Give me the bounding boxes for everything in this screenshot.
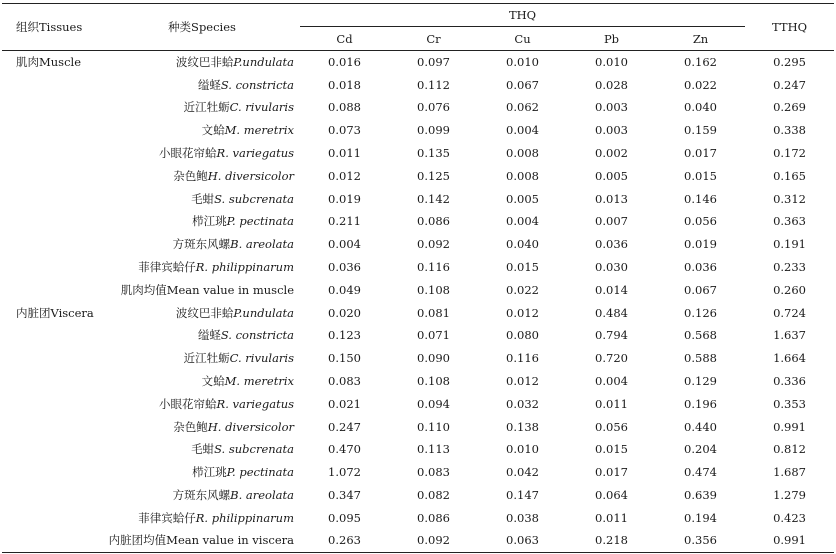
thq-value-zn: 0.194 [684,510,717,525]
tissue-cell [2,392,104,415]
header-tthq: TTHQ [745,4,834,51]
thq-value-cd: 0.150 [328,351,361,366]
thq-value-cd: 0.012 [328,168,361,183]
thq-value-cu: 0.010 [506,55,539,70]
tissue-cell [2,370,104,393]
species-scientific-name: R. philippinarum [195,260,294,275]
thq-value-cr: 0.116 [417,260,450,275]
species-cell [104,164,300,187]
thq-value-cu: 0.042 [506,465,539,480]
species-cell [104,392,300,415]
thq-value-cr: 0.110 [417,419,450,434]
species-chinese-name: 近江牡蛎 [183,351,230,366]
tissue-cell [2,461,104,484]
thq-value-cd: 1.072 [328,465,361,480]
tissue-cell: 内脏团Viscera [16,305,94,320]
thq-value-cr: 0.108 [417,282,450,297]
table-row [2,233,834,256]
species-chinese-name: 缢蛏 [197,77,221,92]
tthq-value: 0.233 [773,260,806,275]
thq-value-cr: 0.092 [389,529,478,552]
header-metal-cd: Cd [300,27,389,51]
table-row [2,529,834,552]
species-scientific-name: R. variegatus [216,396,294,411]
thq-value-pb: 0.011 [595,396,628,411]
tthq-value: 0.363 [773,214,806,229]
thq-value-cr: 0.086 [417,510,450,525]
species-chinese-name: 菲律宾蛤仔 [138,510,196,525]
thq-value-pb: 0.028 [595,77,628,92]
species-chinese-name: 毛蚶 [191,191,215,206]
species-scientific-name: M. meretrix [224,374,294,389]
header-metal-cr: Cr [389,27,478,51]
species-chinese-name: 小眼花帘蛤 [159,396,217,411]
thq-value-zn: 0.015 [684,168,717,183]
thq-table [2,3,834,553]
species-scientific-name: R. variegatus [216,146,294,161]
thq-value-cr: 0.071 [417,328,450,343]
tthq-value: 0.165 [773,168,806,183]
thq-value-zn: 0.129 [684,374,717,389]
thq-value-zn: 0.126 [684,305,717,320]
species-scientific-name: B. areolata [230,488,294,503]
thq-value-zn: 0.146 [684,191,717,206]
tissue-cell [2,347,104,370]
thq-value-cd: 0.018 [328,77,361,92]
species-cell [104,324,300,347]
thq-value-cu: 0.067 [506,77,539,92]
species-scientific-name: C. rivularis [229,351,294,366]
thq-value-cr: 0.092 [417,237,450,252]
thq-value-cr: 0.082 [417,488,450,503]
thq-value-cr: 0.099 [417,123,450,138]
species-cell [104,415,300,438]
thq-value-cu: 0.022 [506,282,539,297]
tissue-cell [2,506,104,529]
tissue-cell: 肌肉Muscle [16,55,82,70]
thq-value-cu: 0.012 [506,374,539,389]
table-row [2,96,834,119]
thq-value-zn: 0.356 [656,529,745,552]
tthq-value: 1.637 [773,328,806,343]
species-scientific-name: S. subcrenata [214,191,294,206]
thq-value-pb: 0.014 [595,282,628,297]
species-scientific-name: S. constricta [220,328,294,343]
thq-value-cd: 0.021 [328,396,361,411]
thq-value-zn: 0.022 [684,77,717,92]
tthq-value: 0.724 [773,305,806,320]
header-species: 种类Species [104,4,300,51]
thq-value-cd: 0.004 [328,237,361,252]
thq-value-pb: 0.218 [567,529,656,552]
thq-value-zn: 0.474 [684,465,717,480]
thq-value-cd: 0.123 [328,328,361,343]
thq-value-cd: 0.016 [328,55,361,70]
thq-value-cr: 0.142 [417,191,450,206]
species-chinese-name: 方斑东风螺 [172,237,231,252]
species-cell [104,233,300,256]
thq-value-cu: 0.012 [506,305,539,320]
table-row [2,73,834,96]
species-chinese-name: 毛蚶 [191,442,215,457]
tthq-value: 1.279 [773,488,806,503]
thq-value-cu: 0.005 [506,191,539,206]
thq-value-cu: 0.004 [506,123,539,138]
thq-value-cr: 0.112 [417,77,450,92]
thq-value-zn: 0.162 [684,55,717,70]
tthq-value: 0.336 [773,374,806,389]
thq-value-cr: 0.125 [417,168,450,183]
thq-value-cu: 0.008 [506,168,539,183]
species-cell [104,119,300,142]
table-row [2,142,834,165]
thq-value-zn: 0.204 [684,442,717,457]
species-cell [104,461,300,484]
thq-value-cd: 0.049 [328,282,361,297]
tthq-value: 0.269 [773,100,806,115]
thq-value-cu: 0.063 [478,529,567,552]
tissue-cell [2,96,104,119]
thq-value-zn: 0.040 [684,100,717,115]
thq-value-pb: 0.794 [595,328,628,343]
tthq-value: 0.338 [773,123,806,138]
species-scientific-name: H. diversicolor [207,419,294,434]
thq-value-zn: 0.588 [684,351,717,366]
species-chinese-name: 波纹巴非蛤 [175,55,234,70]
species-chinese-name: 文蛤 [201,374,225,389]
species-cell [104,51,300,74]
thq-value-cu: 0.147 [506,488,539,503]
header-metal-pb: Pb [567,27,656,51]
thq-value-zn: 0.196 [684,396,717,411]
tthq-value: 0.260 [773,282,806,297]
tthq-value: 0.353 [773,396,806,411]
tissue-cell [2,119,104,142]
thq-value-zn: 0.440 [684,419,717,434]
tissue-cell [2,324,104,347]
species-chinese-name: 栉江珧 [192,465,227,480]
species-scientific-name: H. diversicolor [207,168,294,183]
tthq-value: 0.191 [773,237,806,252]
species-cell [104,210,300,233]
thq-value-pb: 0.030 [595,260,628,275]
species-scientific-name: P.undulata [233,55,294,70]
thq-value-zn: 0.036 [684,260,717,275]
species-scientific-name: C. rivularis [229,100,294,115]
thq-value-cu: 0.010 [506,442,539,457]
thq-value-cd: 0.073 [328,123,361,138]
species-scientific-name: M. meretrix [224,123,294,138]
tthq-value: 1.664 [773,351,806,366]
species-cell [104,187,300,210]
species-chinese-name: 栉江珧 [192,214,227,229]
tthq-value: 0.991 [773,419,806,434]
species-chinese-name: 文蛤 [201,123,225,138]
tthq-value: 0.247 [773,77,806,92]
thq-value-pb: 0.484 [595,305,628,320]
table-body [2,51,834,553]
table-row [2,438,834,461]
species-cell [104,529,300,552]
thq-value-pb: 0.013 [595,191,628,206]
thq-value-cu: 0.004 [506,214,539,229]
tissue-cell [2,233,104,256]
thq-value-pb: 0.007 [595,214,628,229]
thq-value-cr: 0.083 [417,465,450,480]
species-cell [104,506,300,529]
thq-value-pb: 0.005 [595,168,628,183]
thq-value-cu: 0.015 [506,260,539,275]
tthq-value: 0.812 [773,442,806,457]
thq-value-cd: 0.019 [328,191,361,206]
species-scientific-name: R. philippinarum [195,510,294,525]
thq-value-cd: 0.347 [328,488,361,503]
species-cell [104,142,300,165]
species-cell [104,278,300,301]
species-cell [104,347,300,370]
species-cell [104,96,300,119]
thq-value-pb: 0.003 [595,100,628,115]
tissue-cell [2,187,104,210]
tissue-cell [2,278,104,301]
header-metal-zn: Zn [656,27,745,51]
species-scientific-name: S. subcrenata [214,442,294,457]
thq-value-cu: 0.138 [506,419,539,434]
thq-value-cr: 0.090 [417,351,450,366]
thq-value-zn: 0.568 [684,328,717,343]
thq-value-cr: 0.097 [417,55,450,70]
species-chinese-name: 小眼花帘蛤 [159,146,217,161]
thq-value-cu: 0.040 [506,237,539,252]
table-row [2,324,834,347]
species-chinese-name: 菲律宾蛤仔 [138,260,196,275]
thq-value-cd: 0.011 [328,146,361,161]
thq-value-cu: 0.038 [506,510,539,525]
table-row [2,164,834,187]
thq-value-pb: 0.056 [595,419,628,434]
tissue-cell [2,164,104,187]
tthq-value: 0.991 [745,529,834,552]
species-cell [104,370,300,393]
tissue-cell [2,438,104,461]
tthq-value: 0.295 [773,55,806,70]
tissue-cell [2,142,104,165]
tissue-cell [2,529,104,552]
species-cell [104,438,300,461]
table-row [2,119,834,142]
thq-value-cu: 0.008 [506,146,539,161]
thq-value-cu: 0.032 [506,396,539,411]
header-row-1 [2,4,834,27]
thq-value-cd: 0.083 [328,374,361,389]
species-cell [104,256,300,279]
species-chinese-name: 肌肉均值Mean value in muscle [120,282,294,297]
thq-value-pb: 0.004 [595,374,628,389]
species-scientific-name: P. pectinata [226,214,294,229]
table-row [2,506,834,529]
tthq-value: 1.687 [773,465,806,480]
thq-value-pb: 0.720 [595,351,628,366]
species-scientific-name: P.undulata [233,305,294,320]
thq-value-cd: 0.095 [328,510,361,525]
thq-value-cr: 0.094 [417,396,450,411]
table-row [2,370,834,393]
thq-value-cr: 0.081 [417,305,450,320]
thq-value-cd: 0.247 [328,419,361,434]
species-chinese-name: 近江牡蛎 [183,100,230,115]
table-row [2,484,834,507]
species-chinese-name: 缢蛏 [197,328,221,343]
table-row [2,301,834,324]
thq-value-pb: 0.011 [595,510,628,525]
thq-value-zn: 0.159 [684,123,717,138]
header-tissues: 组织Tissues [2,4,104,51]
table-row [2,347,834,370]
thq-value-pb: 0.002 [595,146,628,161]
table-row [2,392,834,415]
tthq-value: 0.172 [773,146,806,161]
thq-value-cr: 0.135 [417,146,450,161]
header-metal-cu: Cu [478,27,567,51]
thq-value-cd: 0.088 [328,100,361,115]
tissue-cell [2,415,104,438]
tissue-cell [2,210,104,233]
species-cell [104,73,300,96]
header-thq: THQ [300,4,745,27]
thq-value-zn: 0.067 [684,282,717,297]
thq-value-cr: 0.113 [417,442,450,457]
table-row [2,256,834,279]
thq-value-cd: 0.211 [328,214,361,229]
species-chinese-name: 杂色鲍 [173,168,208,183]
species-scientific-name: B. areolata [230,237,294,252]
thq-value-cd: 0.470 [328,442,361,457]
thq-value-zn: 0.056 [684,214,717,229]
table-row [2,415,834,438]
table-row [2,278,834,301]
table-row [2,210,834,233]
species-chinese-name: 内脏团均值Mean value in viscera [108,533,294,548]
species-chinese-name: 杂色鲍 [173,419,208,434]
thq-value-pb: 0.017 [595,465,628,480]
tissue-cell [2,484,104,507]
species-scientific-name: S. constricta [220,77,294,92]
thq-value-pb: 0.010 [595,55,628,70]
thq-value-pb: 0.064 [595,488,628,503]
thq-value-zn: 0.019 [684,237,717,252]
tthq-value: 0.312 [773,191,806,206]
tissue-cell [2,73,104,96]
table-row [2,187,834,210]
thq-value-cu: 0.062 [506,100,539,115]
thq-value-zn: 0.639 [684,488,717,503]
thq-value-cd: 0.263 [300,529,389,552]
thq-value-zn: 0.017 [684,146,717,161]
table-row [2,461,834,484]
thq-value-cu: 0.116 [506,351,539,366]
thq-value-cr: 0.086 [417,214,450,229]
tthq-value: 0.423 [773,510,806,525]
thq-value-cu: 0.080 [506,328,539,343]
thq-value-cr: 0.108 [417,374,450,389]
species-cell [104,301,300,324]
thq-value-cr: 0.076 [417,100,450,115]
species-cell [104,484,300,507]
table-row [2,51,834,74]
thq-value-pb: 0.003 [595,123,628,138]
thq-value-cd: 0.036 [328,260,361,275]
thq-value-cd: 0.020 [328,305,361,320]
species-scientific-name: P. pectinata [226,465,294,480]
species-chinese-name: 方斑东风螺 [172,488,231,503]
thq-value-pb: 0.036 [595,237,628,252]
tissue-cell [2,256,104,279]
thq-value-pb: 0.015 [595,442,628,457]
species-chinese-name: 波纹巴非蛤 [175,305,234,320]
